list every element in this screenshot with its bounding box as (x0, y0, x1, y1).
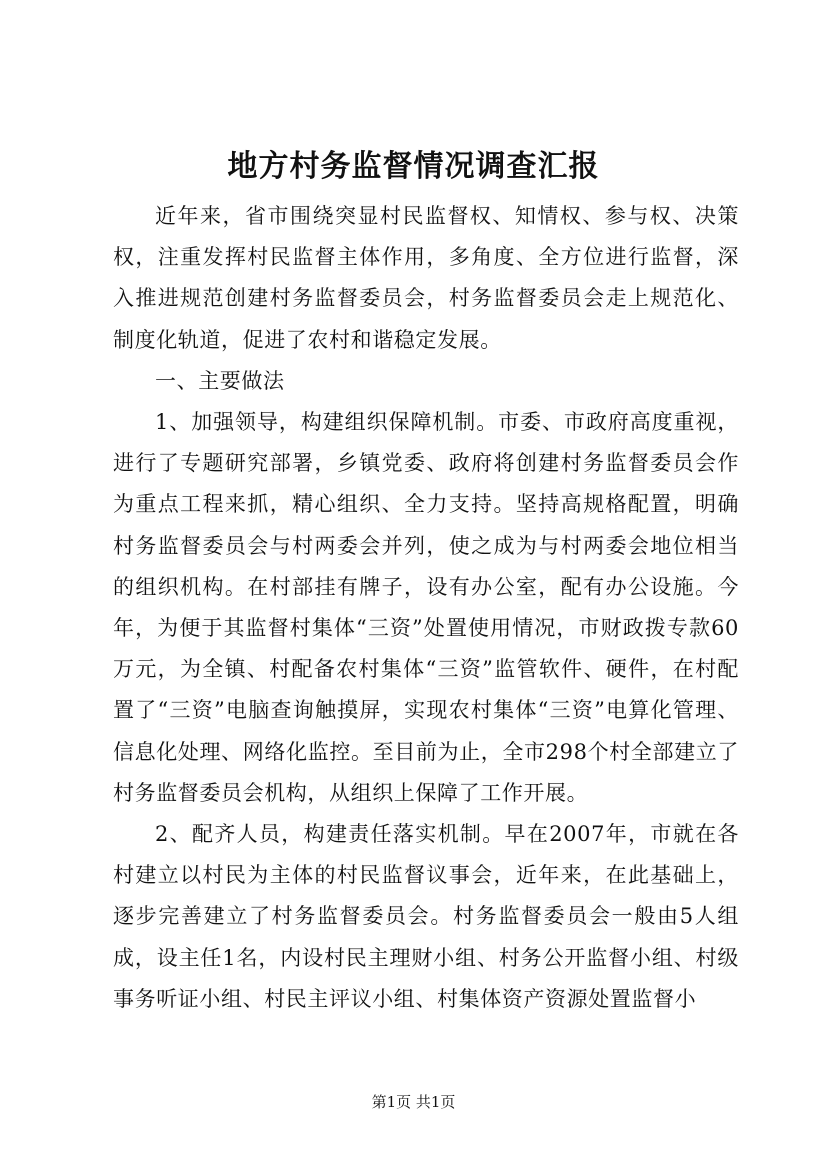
paragraph-point-1: 1、加强领导，构建组织保障机制。市委、市政府高度重视，进行了专题研究部署，乡镇党委、政府将创建村务监督委员会作为重点工程来抓，精心组织、全力支持。坚持高规格配置，明确村务监督委员会与村两委会并列，使之成为与村两委会地位相当的组织机构。在村部挂有牌子，设有办公室，配有办公设施。今年，为便于其监督村集体“三资”处置使用情况，市财政拨专款60万元，为全镇、村配备农村集体“三资”监管软件、硬件，在村配置了“三资”电脑查询触摸屏，实现农村集体“三资”电算化管理、信息化处理、网络化监控。至目前为止，全市298个村全部建立了村务监督委员会机构，从组织上保障了工作开展。 (113, 410, 739, 805)
page-footer: 第1页 共1页 (371, 1093, 456, 1111)
paragraph-point-2: 2、配齐人员，构建责任落实机制。早在2007年，市就在各村建立以村民为主体的村民监督议事会，近年来，在此基础上，逐步完善建立了村务监督委员会。村务监督委员会一般由5人组成，设主任1名，内设村民主理财小组、村务公开监督小组、村级事务听证小组、村民主评议小组、村集体资产资源处置监督小 (113, 822, 739, 1011)
document-title: 地方村务监督情况调查汇报 (227, 149, 600, 184)
section-heading: 一、主要做法 (155, 368, 285, 393)
document-body (113, 196, 739, 1020)
paragraph-intro: 近年来，省市围绕突显村民监督权、知情权、参与权、决策权，注重发挥村民监督主体作用，多角度、全方位进行监督，深入推进规范创建村务监督委员会，村务监督委员会走上规范化、制度化轨道，促进了农村和谐稳定发展。 (113, 204, 739, 352)
